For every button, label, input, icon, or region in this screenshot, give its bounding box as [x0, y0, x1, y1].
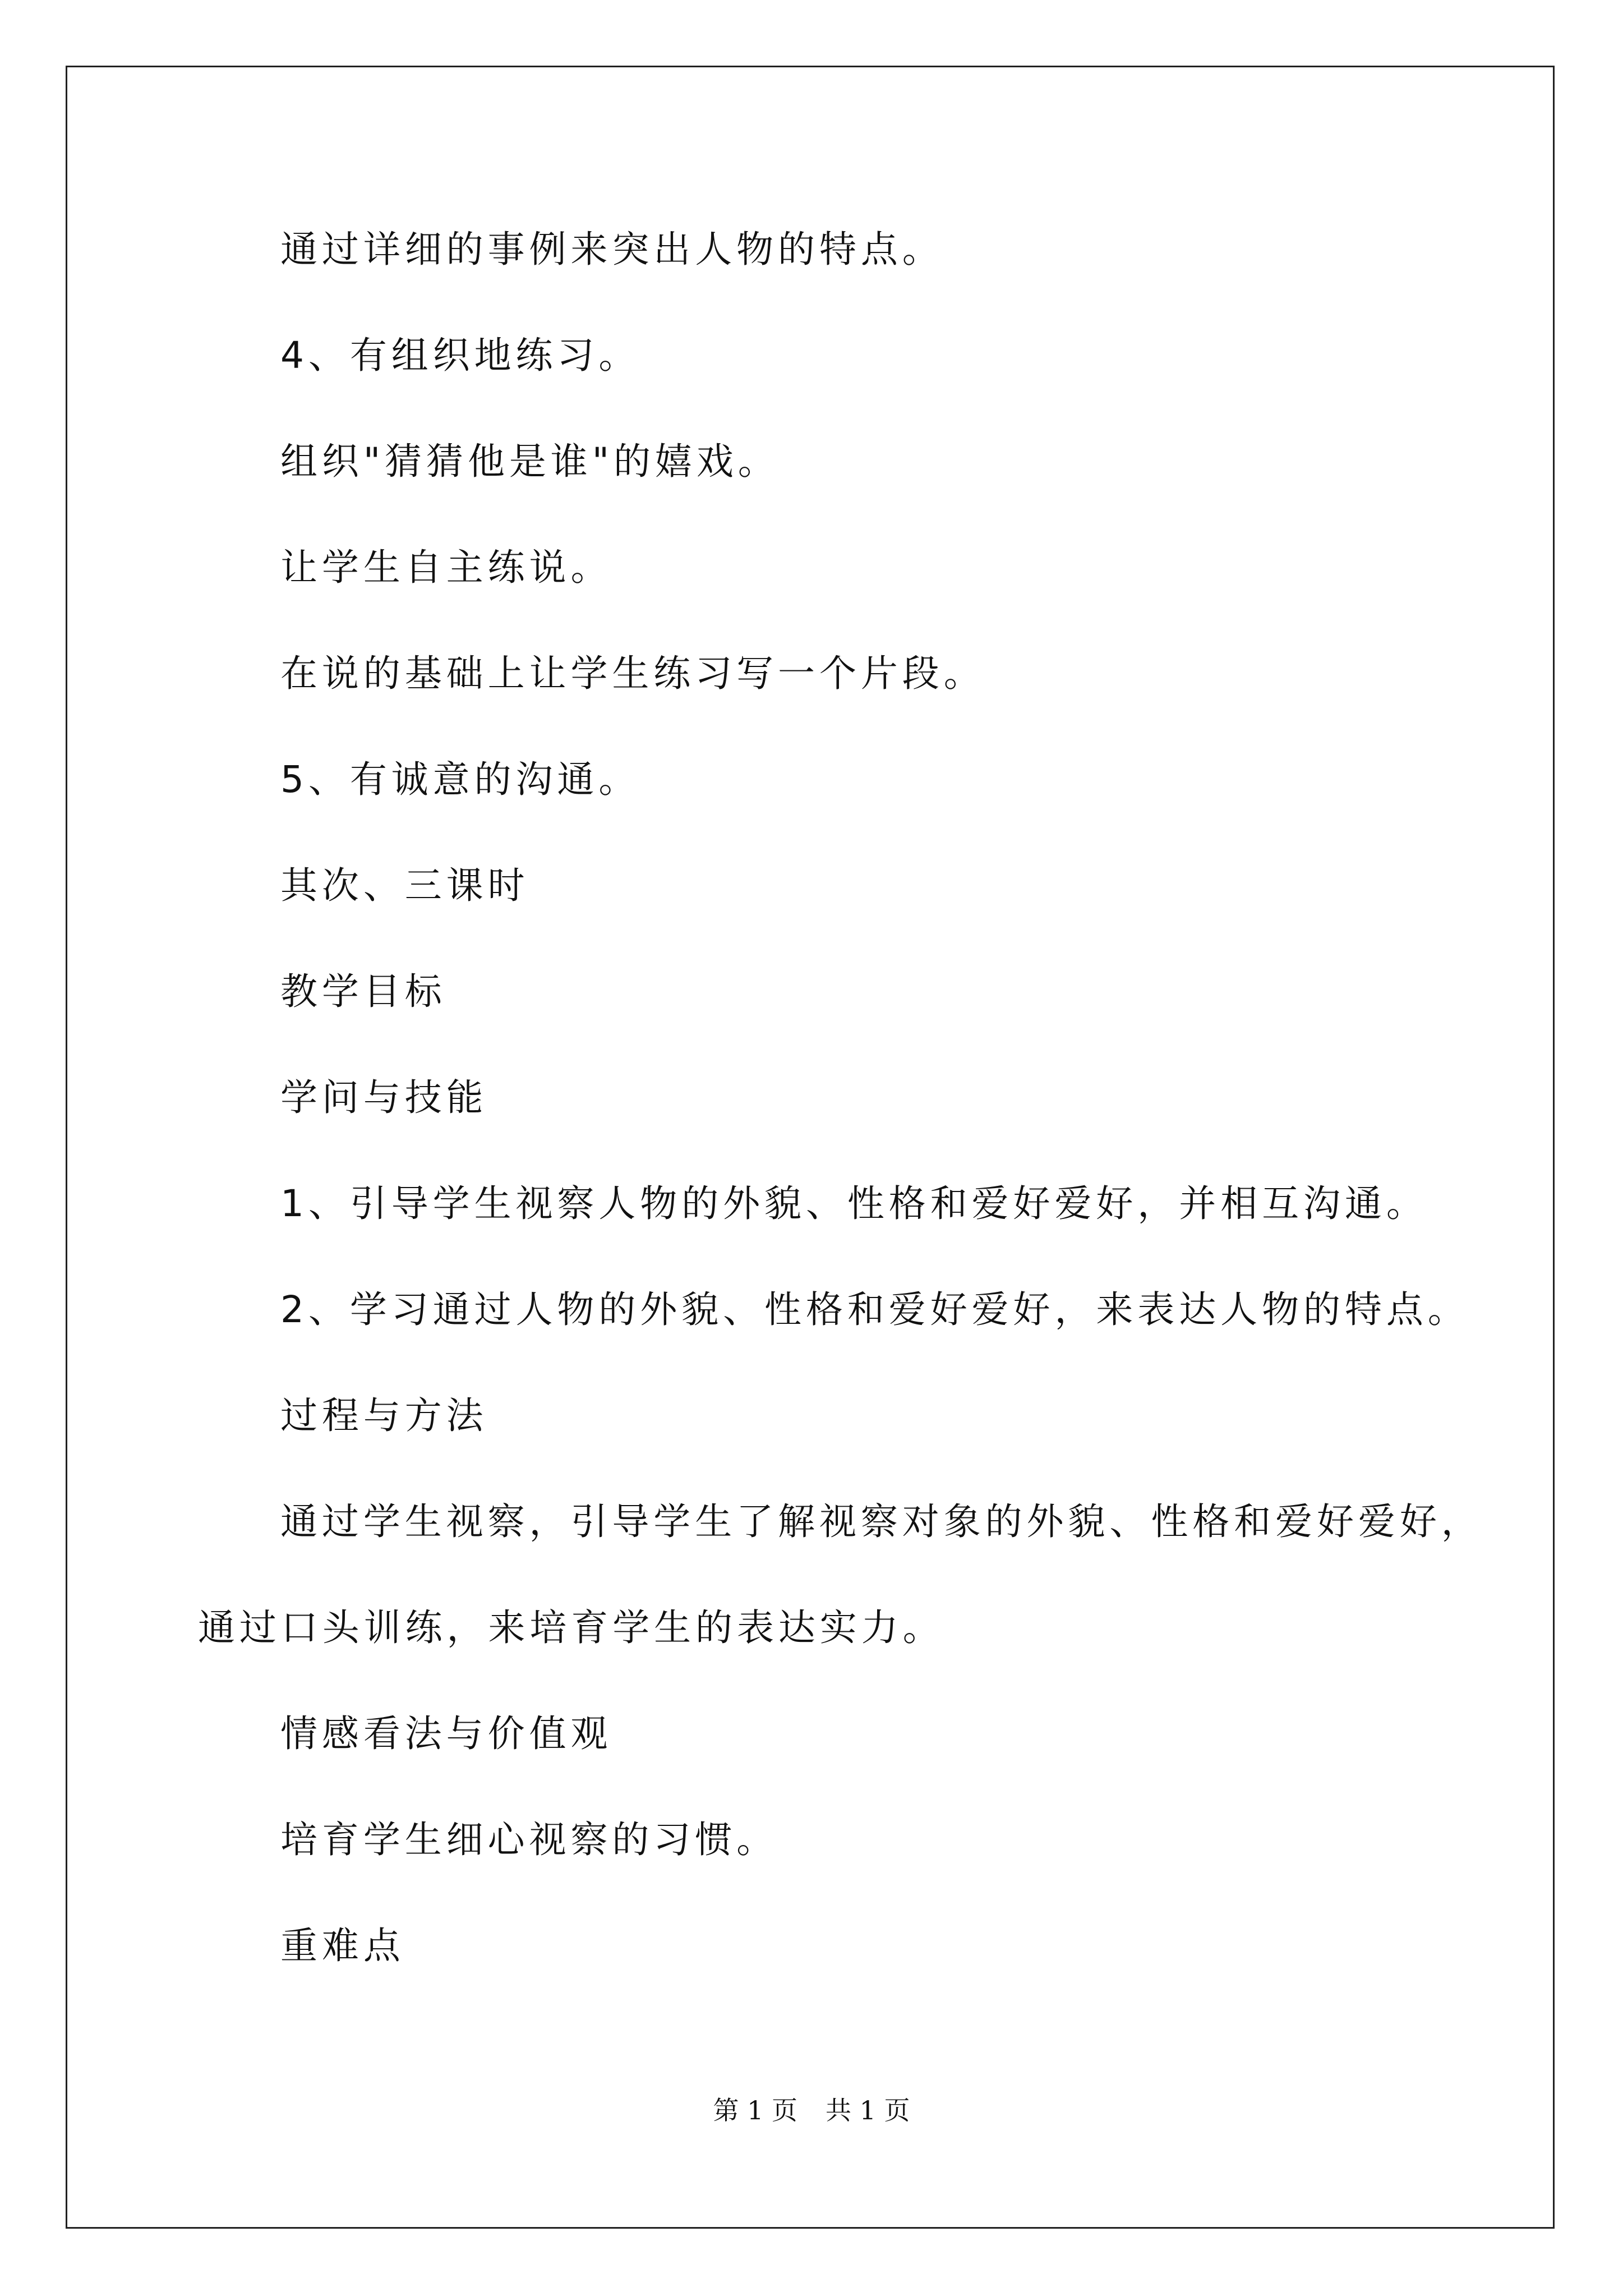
paragraph-10: 1、引导学生视察人物的外貌、性格和爱好爱好，并相互沟通。: [280, 1182, 1428, 1225]
page-total: 共 1 页: [826, 2095, 910, 2125]
page-border: [66, 66, 1555, 2229]
page-footer: [0, 2093, 1623, 2127]
paragraph-2: 4、有组织地练习。: [280, 334, 640, 377]
paragraph-4: 让学生自主练说。: [280, 546, 612, 589]
paragraph-11: 2、学习通过人物的外貌、性格和爱好爱好，来表达人物的特点。: [280, 1288, 1469, 1331]
paragraph-12: 过程与方法: [280, 1394, 488, 1437]
page-number: 第 1 页: [713, 2095, 797, 2125]
paragraph-5: 在说的基础上让学生练习写一个片段。: [280, 652, 985, 695]
paragraph-15: 情感看法与价值观: [280, 1712, 612, 1755]
paragraph-16: 培育学生细心视察的习惯。: [280, 1818, 778, 1861]
paragraph-3: 组织"猜猜他是谁"的嬉戏。: [280, 440, 780, 483]
paragraph-1: 通过详细的事例来突出人物的特点。: [280, 228, 944, 271]
paragraph-7: 其次、三课时: [280, 864, 529, 907]
paragraph-8: 教学目标: [280, 970, 446, 1013]
paragraph-14: 通过口头训练，来培育学生的表达实力。: [198, 1606, 944, 1649]
paragraph-13: 通过学生视察，引导学生了解视察对象的外貌、性格和爱好爱好，: [280, 1500, 1483, 1543]
paragraph-17: 重难点: [280, 1924, 405, 1967]
paragraph-9: 学问与技能: [280, 1076, 488, 1119]
paragraph-6: 5、有诚意的沟通。: [280, 758, 640, 801]
